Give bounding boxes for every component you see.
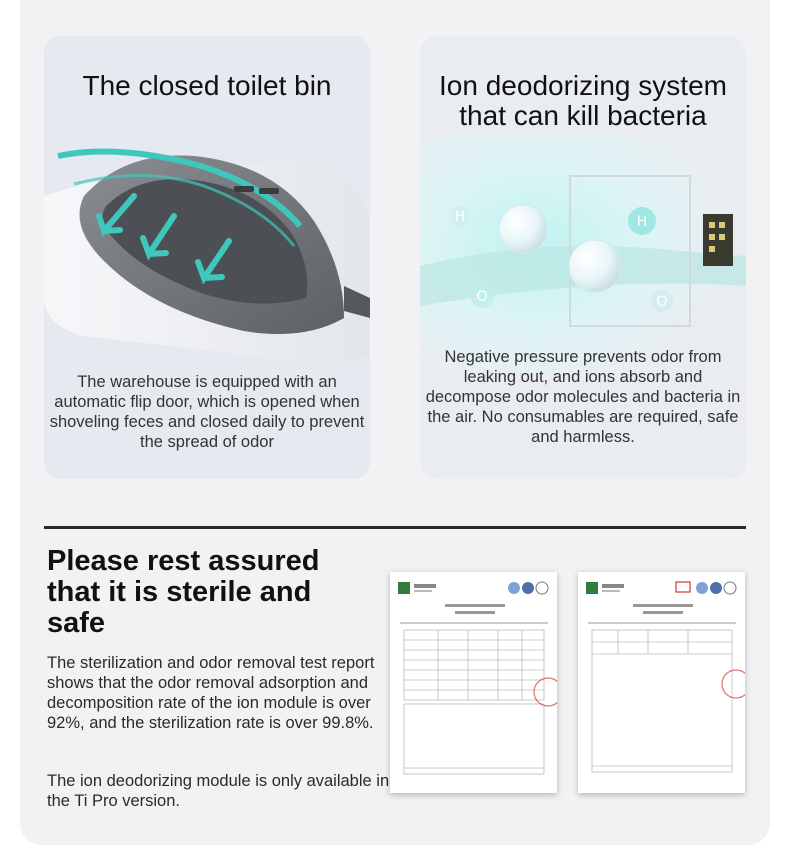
report-document-icon	[578, 572, 745, 793]
svg-text:H: H	[636, 214, 648, 230]
ion-system-title: Ion deodorizing system that can kill bacteria	[439, 70, 727, 131]
closed-bin-card	[44, 36, 370, 479]
ion-module-icon	[703, 214, 733, 266]
closed-bin-title: The closed toilet bin	[82, 70, 332, 101]
test-report-paragraph: The sterilization and odor removal test report shows that the odor removal adsorption and decomposition rate of the ion module is over 92%, and the sterilization rate is over 99.8%.	[47, 654, 375, 732]
test-report-image-1	[390, 572, 557, 793]
sterile-section-title: Please rest assured that it is sterile and safe	[47, 545, 320, 639]
test-report-image-2	[578, 572, 745, 793]
svg-text:O: O	[476, 289, 488, 305]
ti-pro-note-paragraph: The ion deodorizing module is only available in the Ti Pro version.	[47, 772, 390, 810]
report-document-icon	[390, 572, 557, 793]
ion-system-card	[420, 36, 746, 479]
svg-text:H: H	[454, 209, 466, 225]
closed-bin-description: The warehouse is equipped with an automatic flip door, which is opened when shoveling feces and closed daily to prevent the spread of odor	[49, 373, 365, 451]
svg-text:O: O	[656, 294, 668, 310]
section-divider	[44, 526, 746, 529]
ion-system-description: Negative pressure prevents odor from leaking out, and ions absorb and decompose odor molecules and bacteria in the air. No consumables are required, safe and harmless.	[425, 348, 741, 446]
